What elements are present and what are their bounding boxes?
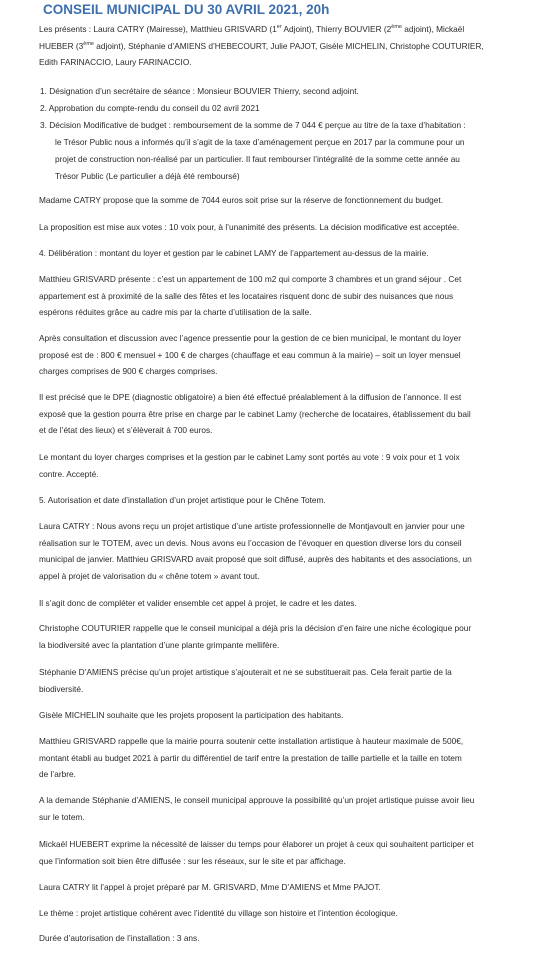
paragraph: Matthieu GRISVARD présente : c’est un appartement de 100 m2 qui comporte 3 chambres et un grand séjour . Cet appartement est à proximité de la salle des fêtes et les locataires risquent donc de subir des nuisances que nous espérons réduites grâce au cadre mis par la charte d’utilisation de la salle. (39, 274, 462, 317)
paragraph: Madame CATRY propose que la somme de 7044 euros soit prise sur la réserve de fonctionnement du budget. (39, 195, 444, 205)
paragraph: Le montant du loyer charges comprises et la gestion par le cabinet Lamy sont portés au vote : 9 voix pour et 1 voix contre. Accepté. (39, 452, 460, 479)
agenda-item-1: 1. Désignation d’un secrétaire de séance : Monsieur BOUVIER Thierry, second adjoint. (40, 86, 359, 96)
paragraph: Stéphanie D’AMIENS précise qu’un projet artistique s’ajouterait et ne se substituerait pas. Cela ferait partie de la biodiversité. (39, 667, 452, 694)
attendees-paragraph: Les présents : Laura CATRY (Mairesse), Matthieu GRISVARD (1er Adjoint), Thierry BOUVIER (2ème adjoint), Mickaël HUEBER (3ème adjoint), Stéphanie d’AMIENS d’HEBECOURT, Julie PAJOT, Gisèle MICHELIN, Christophe COUTURIER, Edith FARINACCIO, Laury FARINACCIO. (39, 24, 484, 67)
paragraph: Matthieu GRISVARD rappelle que la mairie pourra soutenir cette installation artistique à hauteur maximale de 500€, montant établi au budget 2021 à partir du différentiel de tarif entre la prestation de taille partielle et la taille en totem de l’arbre. (39, 736, 464, 779)
agenda-item-2: 2. Approbation du compte-rendu du conseil du 02 avril 2021 (40, 103, 260, 113)
paragraph: Mickaël HUEBERT exprime la nécessité de laisser du temps pour élaborer un projet à ceux qui souhaitent participer et que l’information soit bien être diffusée : sur les réseaux, sur le site et par affichage. (39, 839, 474, 866)
paragraph: Il est précisé que le DPE (diagnostic obligatoire) a bien été effectué préalablement à la diffusion de l’annonce. Il est exposé que la gestion pourra être prise en charge par le cabinet Lamy (recherche de locataires, établissement du bail et de l’état des lieux) et s’élèverait à 700 euros. (39, 392, 471, 435)
paragraph: Gisèle MICHELIN souhaite que les projets proposent la participation des habitants. (39, 710, 344, 720)
agenda-item-3: 3. Décision Modificative de budget : remboursement de la somme de 7 044 € perçue au titre de la taxe d’habitation : (40, 120, 466, 130)
paragraph: La proposition est mise aux votes : 10 voix pour, à l’unanimité des présents. La décision modificative est acceptée. (39, 222, 460, 232)
paragraph: Laura CATRY lit l’appel à projet préparé par M. GRISVARD, Mme D’AMIENS et Mme PAJOT. (39, 882, 381, 892)
paragraph: Christophe COUTURIER rappelle que le conseil municipal a déjà pris la décision d’en faire une niche écologique pour la biodiversité avec la plantation d’une plante grimpante mellifère. (39, 623, 472, 650)
agenda-item-5: 5. Autorisation et date d’installation d’un projet artistique pour le Chêne Totem. (39, 495, 326, 505)
paragraph: A la demande Stéphanie d’AMIENS, le conseil municipal approuve la possibilité qu’un projet artistique puisse avoir lieu sur le totem. (39, 795, 475, 822)
agenda-item-3-line: le Trésor Public nous a informés qu’il s’agit de la taxe d’aménagement perçue en 2017 par la commune pour un (55, 137, 465, 147)
agenda-item-3-line: projet de construction non-réalisé par un particulier. Il faut rembourser l’intégralité de la somme cette année au (55, 154, 460, 164)
paragraph: Il s’agit donc de compléter et valider ensemble cet appel à projet, le cadre et les dates. (39, 598, 357, 608)
paragraph: Le thème : projet artistique cohérent avec l’identité du village son histoire et l’intention écologique. (39, 908, 398, 918)
paragraph: Après consultation et discussion avec l’agence pressentie pour la gestion de ce bien municipal, le montant du loyer proposé est de : 800 € mensuel + 100 € de charges (chauffage et eau commun à la mairie) – soit un loyer mensuel charges comprises de 900 € charges comprises. (39, 333, 462, 376)
paragraph: Durée d’autorisation de l’installation : 3 ans. (39, 933, 200, 943)
paragraph: Laura CATRY : Nous avons reçu un projet artistique d’une artiste professionnelle de Montjavoult en janvier pour une réalisation sur le TOTEM, avec un devis. Nous avons eu l’occasion de l’évoquer en question diverse lors du conseil municipal de janvier. Matthieu GRISVARD avait proposé que soit diffusé, auprès des habitants et des associations, un appel à projet de valorisation du « chêne totem » avant tout. (39, 521, 472, 581)
agenda-item-4: 4. Délibération : montant du loyer et gestion par le cabinet LAMY de l’appartement au-dessus de la mairie. (39, 248, 429, 258)
page-title: CONSEIL MUNICIPAL DU 30 AVRIL 2021, 20h (43, 2, 330, 17)
agenda-item-3-line: Trésor Public (Le particulier a déjà été remboursé) (55, 171, 240, 181)
